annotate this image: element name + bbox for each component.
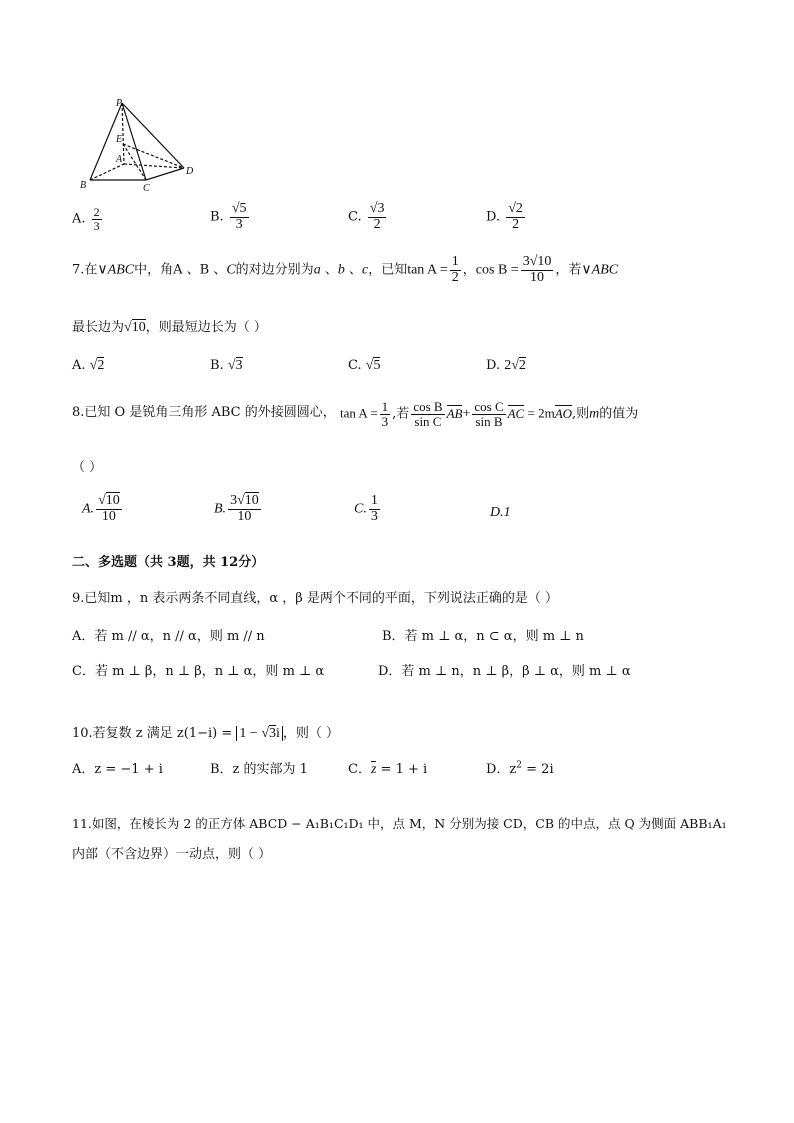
cos-expr: cos B = xyxy=(475,262,519,278)
q11-stem: 11.如图，在棱长为 2 的正方体 ABCD − A₁B₁C₁D₁ 中，点 M，N 分别为接 CD，CB 的中点，点 Q 为侧面 ABB₁A₁ xyxy=(72,816,727,831)
q9-stem: 9.已知m ，n 表示两条不同直线，α ，β 是两个不同的平面，下列说法正确的是（ ） xyxy=(72,591,559,606)
fraction-denominator: sin B xyxy=(475,413,503,429)
fraction-denominator: sin C xyxy=(414,413,442,429)
q7-text: ，若 xyxy=(555,262,582,278)
equals-expr: = 2m xyxy=(527,405,555,421)
q6-option-c: C. $\frac{√3}{2}$ xyxy=(348,201,385,232)
exponent: 2 xyxy=(516,760,523,771)
radicand: 2 xyxy=(97,358,105,373)
option-letter: C. xyxy=(348,358,362,373)
q9-option-d: D．若 m ⊥ n，n ⊥ β，β ⊥ α，则 m ⊥ α xyxy=(378,664,631,679)
q10-option-a: A．z = −1 + i xyxy=(72,762,163,777)
q7-text: 最长边为 xyxy=(72,320,125,335)
triangle-symbol: ∨ xyxy=(97,262,108,278)
q10-stem xyxy=(72,722,339,742)
q7-option-d: D. 2√2 xyxy=(486,358,526,373)
q8-text: 8.已知 O 是锐角三角形 ABC 的外接圆圆心， xyxy=(72,405,336,420)
option-letter: D. xyxy=(486,209,501,225)
q8-answer-paren: （ ） xyxy=(72,460,103,475)
q7-text: 中，角A 、B 、 xyxy=(134,262,227,278)
vector-ab: AB xyxy=(446,405,463,421)
radicand: 10 xyxy=(105,493,120,508)
q7-text: ，已知 xyxy=(368,262,408,278)
fraction-denominator: 10 xyxy=(530,269,545,285)
fraction-numerator: 1 xyxy=(370,493,378,508)
q7-stem-line2: 最长边为√10，则最短边长为（ ） xyxy=(72,320,267,335)
option-text: = 1 + i xyxy=(376,762,428,777)
tan-expr: tan A = xyxy=(407,262,448,278)
q9-option-b: B．若 m ⊥ α，n ⊂ α，则 m ⊥ n xyxy=(382,629,584,644)
fig-label-p: P xyxy=(116,98,123,109)
option-letter: A. xyxy=(72,211,86,227)
q9-option-a: A．若 m // α，n // α，则 m // n xyxy=(72,629,265,644)
fig-label-b: B xyxy=(80,180,87,191)
coefficient: 3 xyxy=(230,493,238,508)
option-letter: D.1 xyxy=(490,505,511,520)
q7-option-c: C. √5 xyxy=(348,358,381,373)
q6-option-a xyxy=(72,206,104,232)
q11-stem-line2: 内部（不含边界）一动点，则（ ） xyxy=(72,847,272,862)
radicand: 10 xyxy=(131,320,146,335)
q7-text: 的对边分别为 xyxy=(235,262,314,278)
coefficient: 3 xyxy=(522,254,530,269)
fraction-numerator: cos C xyxy=(474,399,504,414)
var-a: a xyxy=(313,262,321,278)
fraction-denominator: 2 xyxy=(451,269,459,285)
vector-ac: AC xyxy=(507,405,525,421)
radicand: 2 xyxy=(515,201,523,216)
q7-text: ，则最短边长为（ ） xyxy=(145,320,267,335)
abs-value-expr: 1 − √3i xyxy=(236,726,282,741)
fraction-denominator: 3 xyxy=(235,216,243,232)
radicand: 10 xyxy=(244,493,259,508)
pyramid-figure xyxy=(78,96,198,192)
q6-option-d: D. $\frac{√2}{2}$ xyxy=(486,201,523,232)
option-letter: D．z xyxy=(486,762,517,777)
option-letter: A. xyxy=(82,501,95,517)
abs-part: 1 − xyxy=(239,726,262,741)
radicand: 3 xyxy=(269,726,276,741)
option-letter: D. xyxy=(486,358,501,373)
radicand: 3 xyxy=(377,201,385,216)
q8-formula xyxy=(340,400,638,428)
fig-label-a: A xyxy=(116,154,123,165)
option-text: = 2i xyxy=(522,762,554,777)
triangle-symbol: ∨ xyxy=(581,262,592,278)
option-letter: C. xyxy=(354,501,367,517)
fraction-numerator: 2 xyxy=(93,205,100,219)
plus-sign: + xyxy=(462,406,471,422)
q10-text: ，则（ ） xyxy=(282,726,340,741)
option-letter: C. xyxy=(348,209,362,225)
separator: ， xyxy=(462,262,476,278)
option-letter: B. xyxy=(210,358,224,373)
option-letter: B. xyxy=(214,501,227,517)
vector-ao: AO xyxy=(554,405,573,421)
imag-unit: i xyxy=(276,726,280,741)
q6-option-b: B. $\frac{√5}{3}$ xyxy=(210,201,247,232)
option-letter: A. xyxy=(72,358,86,373)
var-c-small: c xyxy=(361,262,369,278)
fraction-denominator: 3 xyxy=(93,218,100,233)
q8-text: ,若 xyxy=(392,406,410,422)
var-b: b xyxy=(337,262,345,278)
q7-number: 7.在 xyxy=(72,262,98,278)
q10-option-b: B．z 的实部为 1 xyxy=(210,762,308,777)
var-m: m xyxy=(589,406,600,422)
fig-label-c: C xyxy=(143,183,150,192)
option-letter: C． xyxy=(348,762,371,777)
q10-option-d xyxy=(486,758,554,777)
radicand: 10 xyxy=(537,254,552,269)
triangle-name: ABC xyxy=(107,262,135,278)
q8-stem xyxy=(72,401,336,420)
radicand: 2 xyxy=(518,358,526,373)
fraction-numerator: 1 xyxy=(381,399,389,414)
triangle-name: ABC xyxy=(591,262,619,278)
q8-text: 的值为 xyxy=(599,406,639,422)
coefficient: 2 xyxy=(504,358,512,373)
radicand: 5 xyxy=(239,201,247,216)
conjugate-z: z xyxy=(370,762,377,777)
fraction-denominator: 2 xyxy=(373,216,381,232)
tan-expr: tan A = xyxy=(340,405,378,421)
fraction-denominator: 10 xyxy=(237,508,252,524)
var-c: C xyxy=(226,262,236,278)
q10-option-c xyxy=(348,758,427,778)
q8-option-d xyxy=(490,505,511,521)
separator: 、 xyxy=(320,262,338,278)
q8-option-c xyxy=(354,494,382,524)
radicand: 3 xyxy=(235,358,243,373)
q8-text: ,则 xyxy=(572,406,590,422)
fraction-denominator: 2 xyxy=(512,216,520,232)
section-heading: 二、多选题（共 3题，共 12分） xyxy=(72,555,265,570)
q7-stem: 7.在∨ABC中，角A 、B 、C的对边分别为a 、b 、c，已知tan A = $\frac{1}{2}$ ，cos B = $\frac{3√10}{10}$ ，若∨ABC xyxy=(72,254,619,285)
fig-label-e: E xyxy=(116,134,123,145)
q8-option-b: B. $\frac{3√10}{10}$ xyxy=(214,493,259,524)
q8-option-a: A. $\frac{√10}{10}$ xyxy=(82,493,120,524)
q7-option-a: A. √2 xyxy=(72,358,105,373)
fraction-denominator: 10 xyxy=(101,508,116,524)
fraction-numerator: 1 xyxy=(451,254,459,269)
option-letter: B. xyxy=(210,209,224,225)
fraction-denominator: 3 xyxy=(381,413,389,429)
fig-label-d: D xyxy=(186,166,194,177)
q9-option-c: C．若 m ⊥ β，n ⊥ β，n ⊥ α，则 m ⊥ α xyxy=(72,664,325,679)
fraction-numerator: cos B xyxy=(413,399,443,414)
separator: 、 xyxy=(344,262,362,278)
radicand: 5 xyxy=(373,358,381,373)
q10-text: 10.若复数 z 满足 z(1−i) = xyxy=(72,726,237,741)
q7-option-b: B. √3 xyxy=(210,358,243,373)
fraction-denominator: 3 xyxy=(370,508,378,524)
